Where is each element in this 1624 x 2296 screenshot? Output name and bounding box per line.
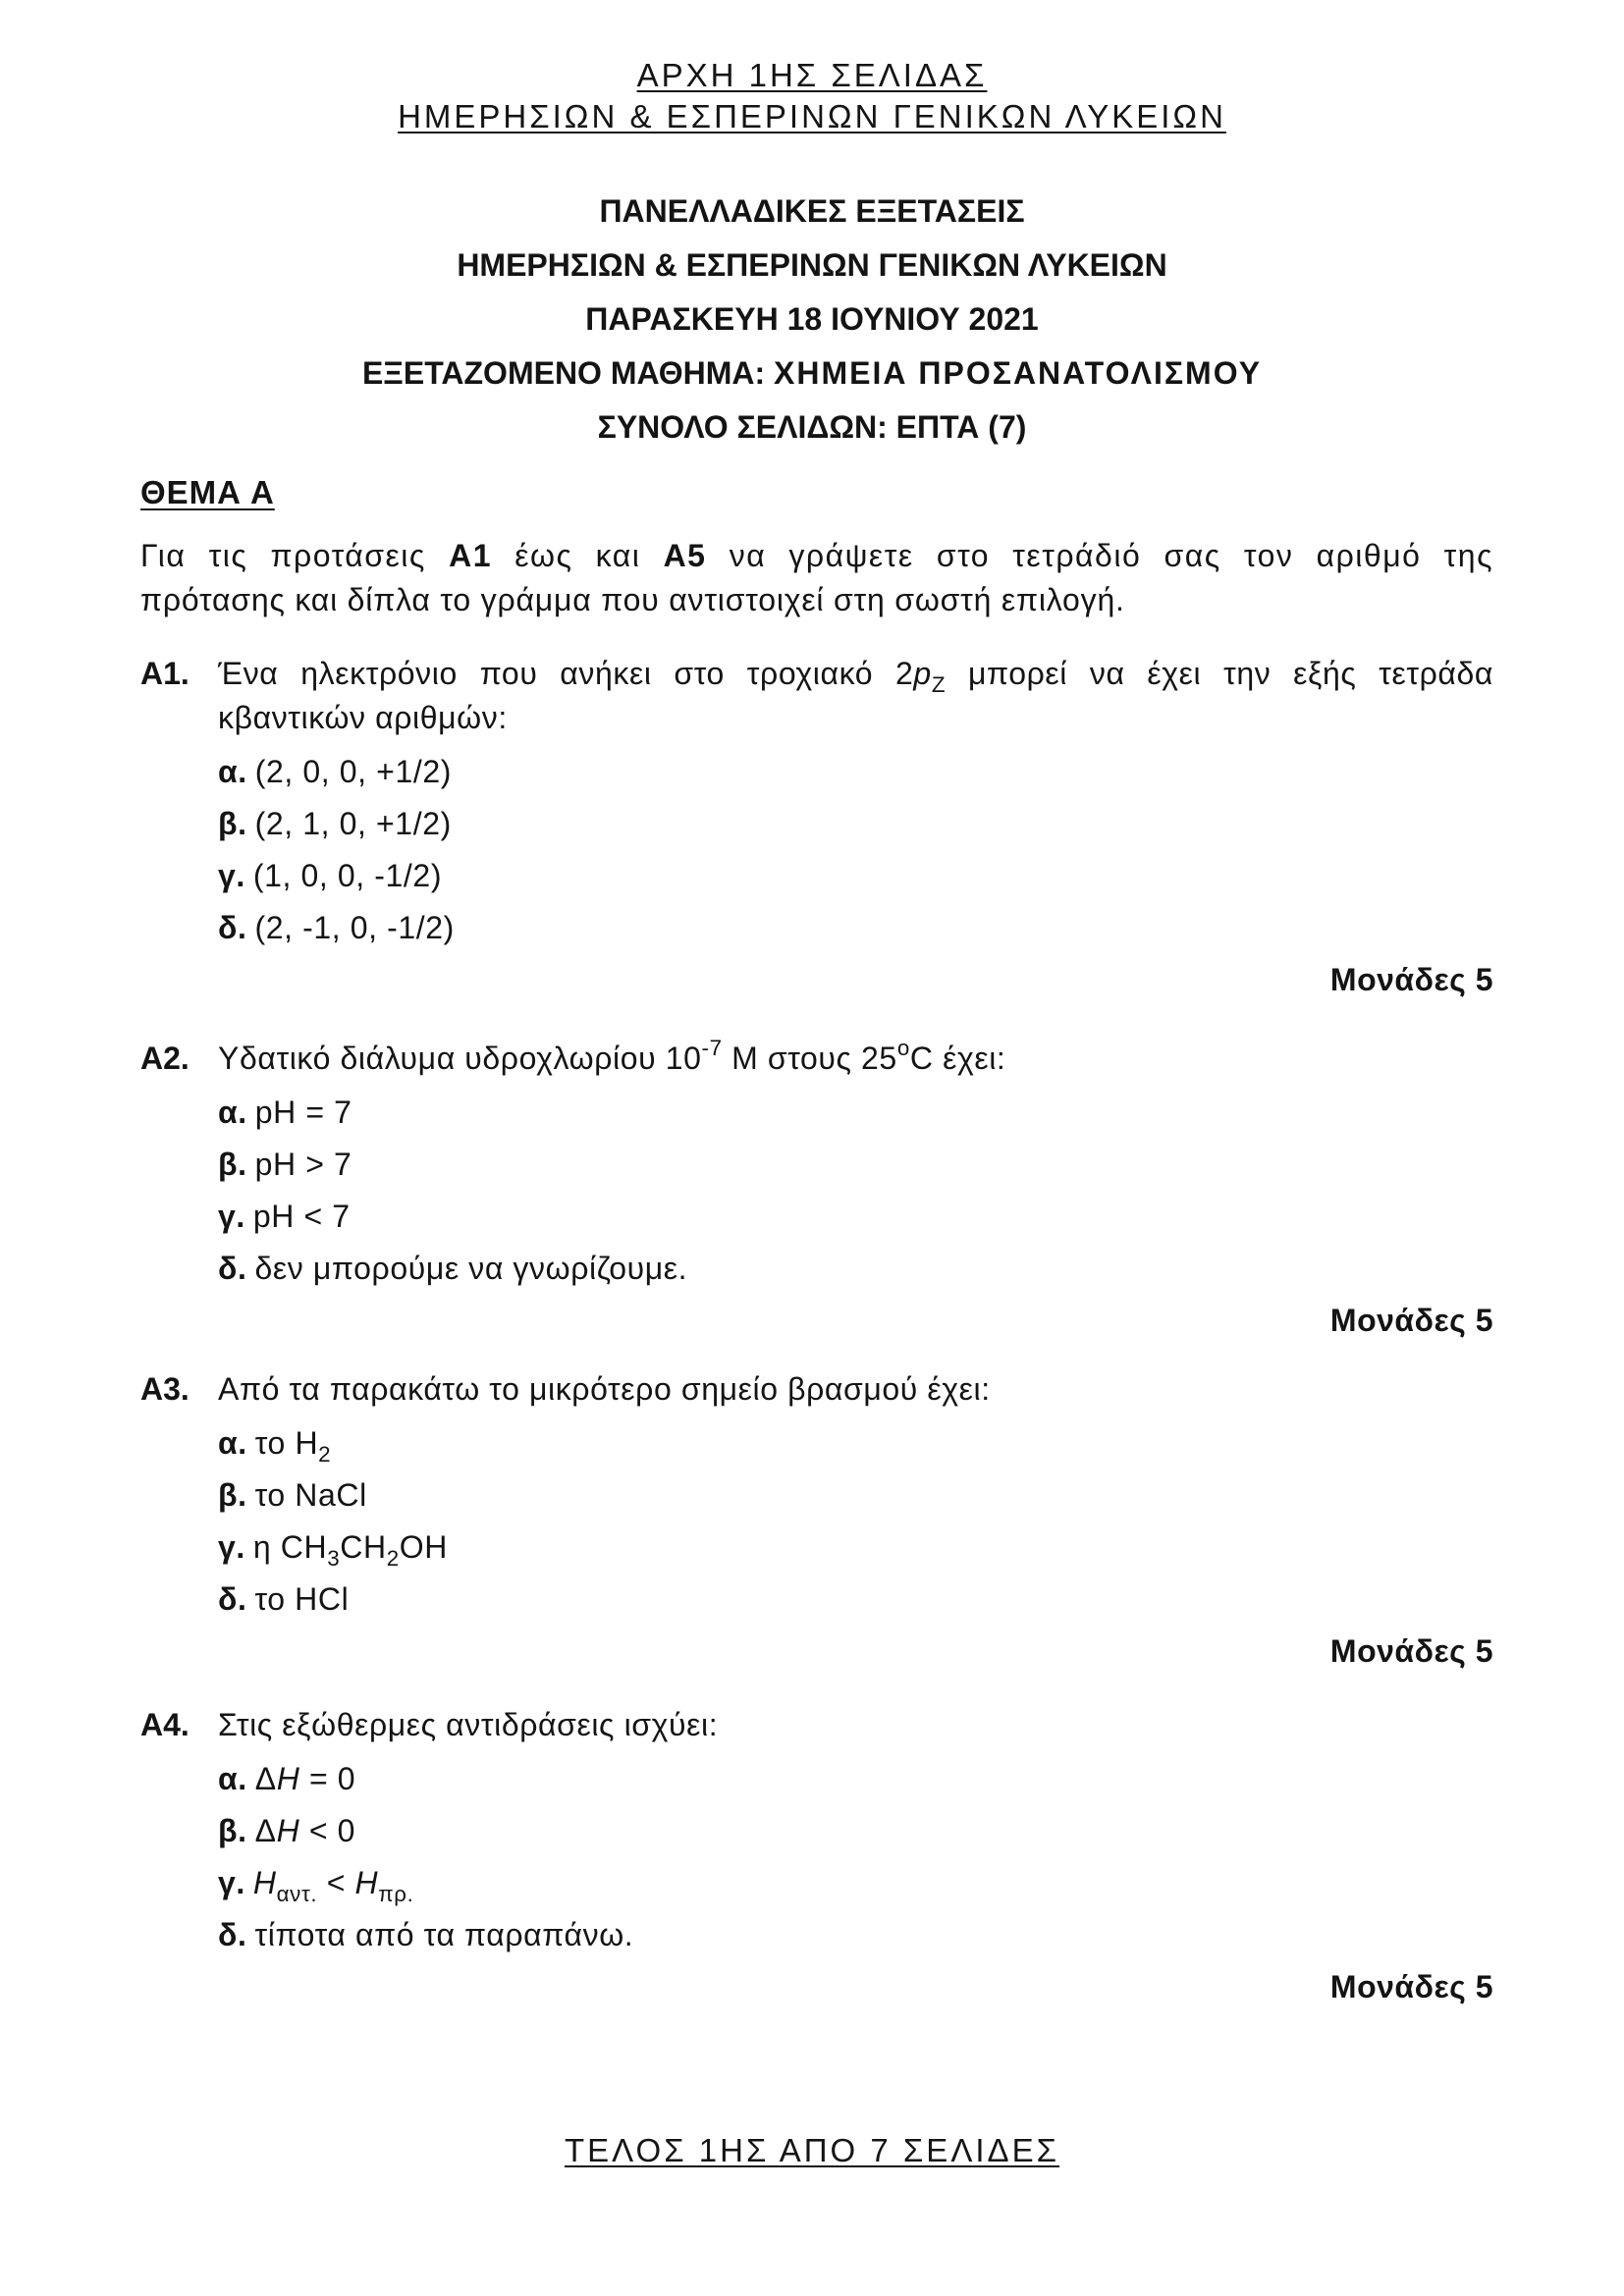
- option-text: < 0: [299, 1813, 355, 1848]
- option-item: [218, 1757, 1493, 1809]
- points-label: Μονάδες 5: [1329, 1633, 1493, 1669]
- question-number: Α3.: [140, 1371, 189, 1407]
- option-letter: δ.: [218, 910, 247, 945]
- option-text: δεν μπορούμε να γνωρίζουμε.: [254, 1251, 688, 1286]
- option-letter: β.: [218, 806, 247, 841]
- subscript: 2: [318, 1442, 332, 1467]
- option-item: [218, 854, 1493, 906]
- option-text: CH: [340, 1529, 387, 1565]
- points-label: Μονάδες 5: [1329, 1303, 1493, 1338]
- theme-intro: [140, 534, 1493, 622]
- orbital-p: p: [913, 656, 932, 691]
- option-text: <: [317, 1865, 355, 1900]
- option-item: [218, 1861, 1493, 1913]
- question-text-line-2: κβαντικών αριθμών:: [218, 700, 508, 735]
- intro-ref-a1: Α1: [449, 538, 492, 573]
- running-header-line1: ΑΡΧΗ 1ΗΣ ΣΕΛΙΔΑΣ: [636, 57, 988, 93]
- question-text-part: M στους 25: [722, 1041, 897, 1076]
- options-list: [218, 750, 1493, 958]
- option-text: pH = 7: [254, 1095, 352, 1130]
- options-list: [218, 1421, 1493, 1629]
- question-a2: [140, 1037, 1493, 1343]
- option-item: [218, 750, 1493, 802]
- points-label: Μονάδες 5: [1329, 1969, 1493, 2004]
- enthalpy-symbol: H: [276, 1761, 300, 1796]
- option-item: [218, 1091, 1493, 1143]
- option-item: [218, 1913, 1493, 1965]
- option-item: [218, 1809, 1493, 1861]
- theme-title: ΘΕΜΑ Α: [140, 474, 275, 510]
- option-letter: γ.: [218, 858, 245, 893]
- option-letter: α.: [218, 1095, 247, 1130]
- degree-sign: o: [896, 1036, 910, 1060]
- exam-pages: ΣΥΝΟΛΟ ΣΕΛΙΔΩΝ: ΕΠΤΑ (7): [597, 409, 1027, 445]
- question-text: Στις εξώθερμες αντιδράσεις ισχύει:: [218, 1707, 719, 1742]
- option-letter: α.: [218, 1425, 247, 1461]
- option-text: = 0: [299, 1761, 356, 1796]
- question-text-part: Ένα ηλεκτρόνιο που ανήκει στο τροχιακό 2: [218, 656, 914, 691]
- exponent: -7: [701, 1036, 723, 1060]
- intro-text: να γράψετε στο τετράδιό σας τον αριθμό της: [706, 538, 1494, 573]
- enthalpy-symbol: H: [252, 1865, 277, 1900]
- exam-subject-line: [0, 347, 1624, 400]
- option-text: τίποτα από τα παραπάνω.: [254, 1917, 634, 1952]
- subscript: αντ.: [276, 1882, 318, 1906]
- exam-subject-label: ΕΞΕΤΑΖΟΜΕΝΟ ΜΑΘΗΜΑ:: [361, 355, 766, 391]
- question-text: [218, 1037, 1493, 1081]
- question-a1: [140, 652, 1493, 1002]
- option-item: [218, 802, 1493, 854]
- option-text: OH: [399, 1529, 448, 1565]
- question-text-part: C έχει:: [909, 1041, 1006, 1076]
- option-letter: γ.: [218, 1865, 245, 1900]
- intro-ref-a5: Α5: [663, 538, 707, 573]
- option-item: [218, 1247, 1493, 1299]
- running-header: [0, 55, 1624, 137]
- exam-title: ΠΑΝΕΛΛΑΔΙΚΕΣ ΕΞΕΤΑΣΕΙΣ: [599, 193, 1025, 229]
- running-header-line2: ΗΜΕΡΗΣΙΩΝ & ΕΣΠΕΡΙΝΩΝ ΓΕΝΙΚΩΝ ΛΥΚΕΙΩΝ: [398, 98, 1226, 134]
- delta-symbol: Δ: [254, 1761, 277, 1796]
- exam-schools: ΗΜΕΡΗΣΙΩΝ & ΕΣΠΕΡΙΝΩΝ ΓΕΝΙΚΩΝ ΛΥΚΕΙΩΝ: [457, 247, 1167, 283]
- running-footer-text: ΤΕΛΟΣ 1ΗΣ ΑΠΟ 7 ΣΕΛΙΔΕΣ: [565, 2132, 1059, 2168]
- option-item: [218, 906, 1493, 958]
- option-item: [218, 1421, 1493, 1473]
- option-letter: β.: [218, 1477, 247, 1513]
- delta-symbol: Δ: [254, 1813, 277, 1848]
- exam-header: [0, 185, 1624, 454]
- question-text: Από τα παρακάτω το μικρότερο σημείο βρασμού έχει:: [218, 1371, 991, 1407]
- option-text: το H: [254, 1425, 319, 1461]
- question-number: Α2.: [140, 1041, 189, 1076]
- option-text: το HCl: [254, 1581, 350, 1617]
- exam-subject: ΧΗΜΕΙΑ ΠΡΟΣΑΝΑΤΟΛΙΣΜΟΥ: [774, 355, 1263, 391]
- option-text: pH > 7: [254, 1147, 352, 1182]
- intro-text: Για τις προτάσεις: [140, 538, 450, 573]
- option-item: [218, 1473, 1493, 1525]
- intro-line-2: πρότασης και δίπλα το γράμμα που αντιστοιχεί στη σωστή επιλογή.: [140, 582, 1125, 617]
- enthalpy-symbol: H: [354, 1865, 379, 1900]
- option-item: [218, 1143, 1493, 1195]
- option-text: (2, 1, 0, +1/2): [254, 806, 452, 841]
- question-text-line-1: [218, 652, 1493, 696]
- option-letter: α.: [218, 754, 247, 789]
- subscript: 3: [327, 1546, 341, 1571]
- option-item: [218, 1195, 1493, 1247]
- option-letter: β.: [218, 1147, 247, 1182]
- option-letter: δ.: [218, 1251, 247, 1286]
- subscript: 2: [386, 1546, 400, 1571]
- points-label: Μονάδες 5: [1329, 962, 1493, 997]
- options-list: [218, 1091, 1493, 1299]
- question-text-part: μπορεί να έχει την εξής τετράδα: [946, 656, 1493, 691]
- intro-text: έως και: [491, 538, 664, 573]
- option-letter: δ.: [218, 1917, 247, 1952]
- option-letter: γ.: [218, 1529, 245, 1565]
- subscript: πρ.: [378, 1882, 414, 1906]
- question-a3: [140, 1367, 1493, 1674]
- option-letter: γ.: [218, 1199, 245, 1234]
- question-number: Α4.: [140, 1707, 189, 1742]
- question-number: Α1.: [140, 656, 189, 691]
- enthalpy-symbol: H: [276, 1813, 300, 1848]
- option-text: (2, 0, 0, +1/2): [254, 754, 452, 789]
- option-item: [218, 1577, 1493, 1629]
- option-letter: β.: [218, 1813, 247, 1848]
- options-list: [218, 1757, 1493, 1965]
- exam-date: ΠΑΡΑΣΚΕΥΗ 18 ΙΟΥΝΙΟΥ 2021: [585, 301, 1039, 337]
- option-text: (1, 0, 0, -1/2): [252, 858, 443, 893]
- option-text: η CH: [252, 1529, 328, 1565]
- question-text: [218, 652, 1493, 740]
- option-letter: δ.: [218, 1581, 247, 1617]
- option-text: pH < 7: [252, 1199, 351, 1234]
- option-text: το NaCl: [254, 1477, 367, 1513]
- running-footer: [0, 2132, 1624, 2169]
- intro-line-1: [140, 534, 1493, 578]
- option-letter: α.: [218, 1761, 247, 1796]
- option-text: (2, -1, 0, -1/2): [254, 910, 455, 945]
- option-item: [218, 1525, 1493, 1577]
- question-a4: [140, 1703, 1493, 2009]
- orbital-subscript: Z: [931, 672, 947, 697]
- question-text-part: Υδατικό διάλυμα υδροχλωρίου 10: [218, 1041, 702, 1076]
